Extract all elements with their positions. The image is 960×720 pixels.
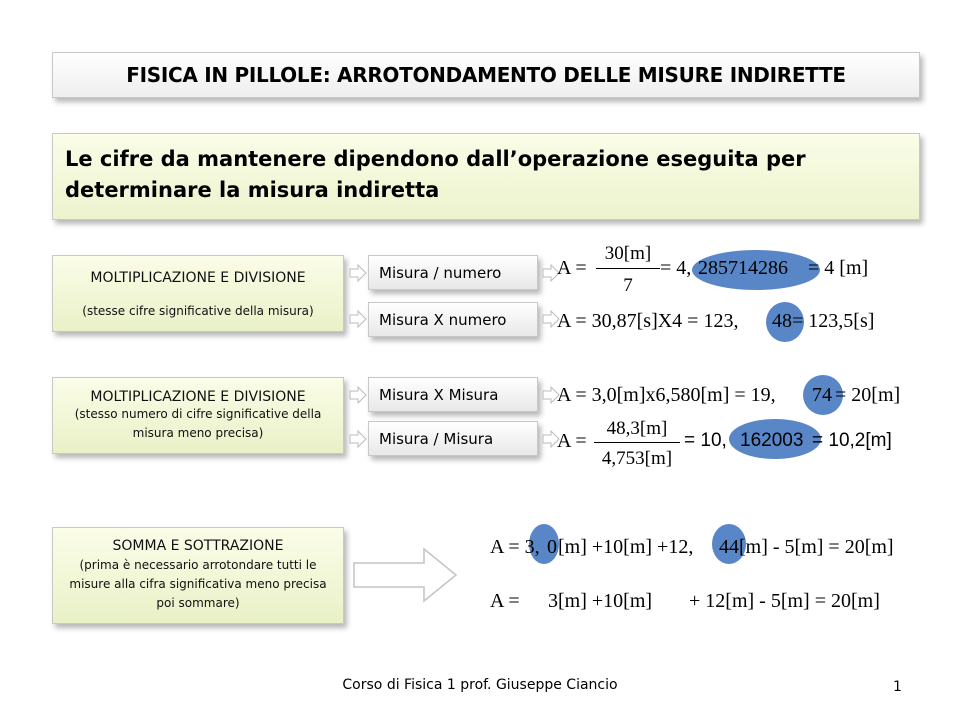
slide-title — [52, 52, 920, 98]
category-heading: MOLTIPLICAZIONE E DIVISIONE — [90, 269, 306, 286]
operation-label: Misura / numero — [379, 263, 502, 282]
formula-left-part: A = 3,0[m]x6,580[m] = 19, — [557, 384, 776, 406]
formula-equals-part: = 10, — [684, 430, 727, 451]
operation-label: Misura X Misura — [379, 385, 499, 404]
formula-highlighted-digits: 0 — [547, 536, 557, 558]
formula-result: = 20[m] — [835, 384, 901, 406]
operation-label: Misura X numero — [379, 310, 507, 329]
page-number: 1 — [893, 679, 902, 695]
formula-part: 3[m] +10[m] — [548, 590, 653, 612]
operation-box-misura-x-misura — [368, 377, 538, 412]
formula-part: [m] +10[m] +12, — [558, 536, 694, 558]
formula-result: = 123,5[s] — [792, 310, 875, 332]
formula-lhs: A = — [557, 430, 587, 452]
operation-box-misura-x-numero — [368, 302, 538, 337]
category-box-sum-sub — [52, 527, 344, 624]
formula-lhs: A = — [557, 257, 587, 279]
formula-highlighted-digits: 74 — [812, 384, 832, 406]
category-box-mult-div-2 — [52, 377, 344, 454]
fraction-numerator: 48,3[m] — [606, 418, 668, 439]
slide-title-text: FISICA IN PILLOLE: ARROTONDAMENTO DELLE MISURE INDIRETTE — [126, 63, 846, 87]
operation-box-misura-su-misura — [368, 421, 538, 456]
formula-left-part: A = 30,87[s]X4 = 123, — [557, 310, 739, 332]
formula-highlighted-digits: 48 — [772, 310, 792, 332]
big-arrow-right-icon — [352, 546, 460, 604]
category-note: (stesse cifre significative della misura) — [82, 303, 314, 318]
formula-result: = 4 [m] — [808, 257, 869, 279]
category-note: (stesso numero di cifre significative della misura meno precisa) — [74, 406, 322, 440]
fraction-denominator: 4,753[m] — [601, 448, 673, 469]
formula-highlighted-digits: 162003 — [740, 430, 804, 451]
slide-subtitle-text: Le cifre da mantenere dipendono dall’operazione eseguita per determinare la misura indiretta — [65, 147, 806, 202]
formula-result: = 10,2[m] — [812, 430, 892, 451]
category-heading: SOMMA E SOTTRAZIONE — [112, 538, 284, 554]
slide-subtitle — [52, 133, 920, 220]
operation-box-misura-numero — [368, 255, 538, 290]
formula-highlighted-digits: 285714286 — [698, 257, 788, 279]
category-heading: MOLTIPLICAZIONE E DIVISIONE — [90, 388, 306, 405]
fraction-line — [596, 268, 660, 269]
category-box-mult-div-1 — [52, 255, 344, 332]
formula-part: A = 3, — [490, 536, 540, 558]
arrow-right-icon — [349, 310, 367, 328]
footer-text: Corso di Fisica 1 prof. Giuseppe Ciancio — [342, 677, 618, 693]
fraction-denominator: 7 — [623, 275, 633, 296]
formula-highlighted-digits: 44 — [719, 536, 739, 558]
arrow-right-icon — [349, 264, 367, 282]
formula-part: A = — [490, 590, 520, 612]
fraction-numerator: 30[m] — [604, 243, 652, 264]
operation-label: Misura / Misura — [379, 429, 494, 448]
formula-equals-part: = 4, — [660, 257, 692, 279]
arrow-right-icon — [349, 386, 367, 404]
formula-part: [m] - 5[m] = 20[m] — [739, 536, 894, 558]
formula-part: + 12[m] - 5[m] = 20[m] — [689, 590, 880, 612]
fraction-line — [594, 442, 680, 443]
arrow-right-icon — [349, 430, 367, 448]
category-note: (prima è necessario arrotondare tutti le misure alla cifra significativa meno precisa poi sommare) — [69, 558, 327, 610]
